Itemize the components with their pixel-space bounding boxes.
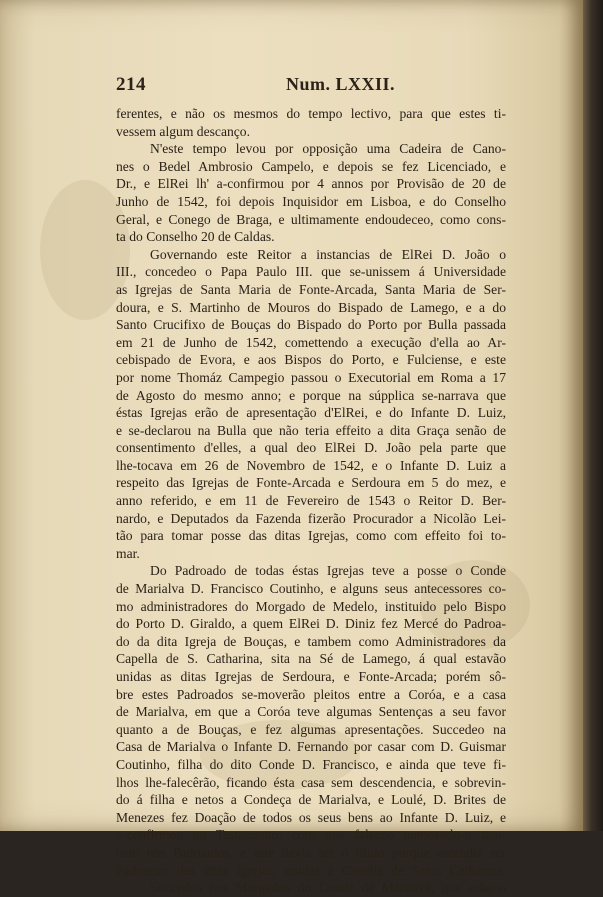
text-line: cebispado de Evora, e aos Bispos do Porto, e Fulciense, e este <box>116 352 506 368</box>
text-line: bre estes Padroados se-moverão pleitos entre a Coróa, e a casa <box>116 686 506 702</box>
text-line: Geral, e Conego de Braga, e ultimamente endoudeceo, como cons- <box>116 211 506 227</box>
text-line: as Igrejas de Santa Maria de Fonte-Arcada, Santa Maria de Ser- <box>116 281 506 297</box>
text-line: Capella de S. Catharina, sita na Sé de Lamego, á qual estavão <box>116 651 506 667</box>
book-binding <box>583 0 603 831</box>
text-line: Santo Crucifixo de Bouças do Bispado do Porto por Bulla passada <box>116 317 506 333</box>
text-line: por nome Thomáz Campegio passou o Executorial em Roma a 17 <box>116 369 506 385</box>
text-line: consentimento d'elles, a qual deo ElRei D. João pela parte que <box>116 440 506 456</box>
page-number: 214 <box>116 74 146 95</box>
text-line: do á filha e netos a Condeça de Marialva, e Loulé, D. Brites de <box>116 792 506 808</box>
text-line: ferentes, e não os mesmos do tempo lectivo, para que estes ti- <box>116 106 506 121</box>
text-line: em 21 de Junho de 1542, comettendo a execução d'ella ao Ar- <box>116 334 506 350</box>
text-line: lhe-tocava em 26 de Novembro de 1542, e o Infante D. Luiz a <box>116 457 506 473</box>
text-line: Dr., e ElRei lh' a-confirmou por 4 annos por Provisão de 20 de <box>116 176 506 192</box>
text-line: do Porto D. Giraldo, a quem ElRei D. Diniz fez Mercé do Padroa- <box>116 616 506 632</box>
text-line: e se-declarou na Bulla que não teria effeito a dita Graça senão de <box>116 422 506 438</box>
text-line: unidas as ditas Igrejas de Serdoura, e Fonte-Arcada; porém sô- <box>116 669 506 684</box>
text-line: mar. <box>116 545 140 561</box>
text-line: doura, e S. Martinho de Mouros do Bispado de Lamego, e a do <box>116 299 506 315</box>
text-line: Do Padroado de todas éstas Igrejas teve a posse o Conde <box>150 563 506 579</box>
text-line: éstas Igrejas erão de apresentação d'ElRei, e do Infante D. Luiz, <box>116 405 506 421</box>
text-line: Casa de Marialva o Infante D. Fernando por casar com D. Guismar <box>116 739 506 755</box>
text-line: a-confirmou no Testamento; com que faleceo nomeando-o tam- <box>116 827 506 843</box>
body-text <box>116 105 506 897</box>
text-line: de Marialva, em que a Coróa teve algumas Sentenças a seu favor <box>116 704 506 720</box>
running-head: Num. LXXII. <box>286 74 396 94</box>
text-line: do da dita Igreja de Bouças, e tambem como Administradores da <box>116 633 506 649</box>
text-line: Coutinho, filha do dito Conde D. Francisco, e ainda que teve fi- <box>116 756 506 772</box>
text-line: Succedeo nos Morgados do Conde de Marialva, que erão o <box>150 880 506 896</box>
page-header <box>116 74 502 98</box>
text-line: tão para tomar posse das ditas Igrejas, como com effeito foi to- <box>116 528 506 544</box>
text-line: lhos lhe-falecêrão, ficando ésta casa sem descendencia, e sobrevin- <box>116 774 506 790</box>
text-line: de Marialva D. Francisco Coutinho, e alguns seus antecessores co- <box>116 581 506 597</box>
text-line: Padroeiro das ditas Igrejas, unidas á Capella de Santa Catharina. <box>116 862 506 878</box>
text-line: quanto a de Bouças, e fez algumas apresentações. Succedeo na <box>116 721 506 737</box>
text-line: Governando este Reitor a instancias de ElRei D. João o <box>150 246 506 262</box>
text-line: vessem algum descanço. <box>116 123 251 139</box>
text-line: ta do Conselho 20 de Caldas. <box>116 229 275 245</box>
text-line: III., concedeo o Papa Paulo III. que se-unissem á Universidade <box>116 264 506 280</box>
text-line: N'este tempo levou por opposição uma Cadeira de Cano- <box>150 141 506 157</box>
text-line: nardo, e Deputados da Fazenda fizerão Procurador a Nicolão Lei- <box>116 510 506 526</box>
text-line: de Agosto do mesmo anno; e porque na súpplica se-narrava que <box>116 387 506 403</box>
text-line: mo administradores do Morgado de Medelo, instituido pelo Bispo <box>116 598 506 614</box>
text-line: Junho de 1542, foi depois Inquisidor em Lisboa, e do Conselho <box>116 193 506 209</box>
text-line: Menezes fez Doação de todos os seus bens ao Infante D. Luiz, e <box>116 809 506 825</box>
text-line: anno referido, e em 11 de Fevereiro de 1543 o Reitor D. Ber- <box>116 493 506 509</box>
text-line: respeito das Igrejas de Fonte-Arcada e Serdoura em 5 do mez, e <box>116 475 506 491</box>
text-line: bem nos Padroados, e este devia ser o titulo porque entendia ser <box>116 844 506 860</box>
text-line: nes o Bedel Ambrosio Campelo, e depois se fez Licenciado, e <box>116 158 506 174</box>
